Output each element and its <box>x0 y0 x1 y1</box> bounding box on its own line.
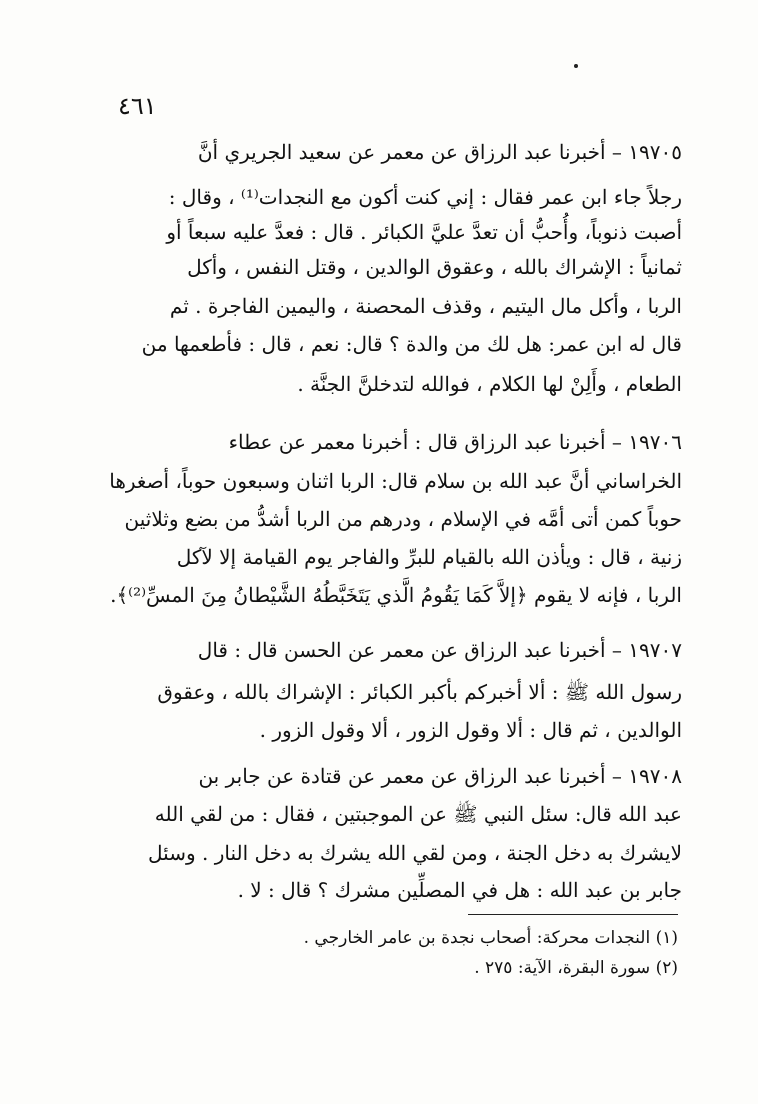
hadith-line: ١٩٧٠٧ – أخبرنا عبد الرزاق عن معمر عن الحسن قال : قال <box>197 638 682 662</box>
hadith-line: رسول الله ﷺ : ألا أخبركم بأكبر الكبائر : الإشراك بالله ، وعقوق <box>157 680 682 704</box>
footnote-separator <box>468 914 678 915</box>
hadith-line: ١٩٧٠٥ – أخبرنا عبد الرزاق عن معمر عن سعيد الجريري أنَّ <box>197 140 682 164</box>
page-number: ٤٦١ <box>118 92 157 120</box>
hadith-line: حوباً كمن أتى أمَّه في الإسلام ، ودرهم من الربا أشدُّ من بضع وثلاثين <box>124 507 682 531</box>
hadith-line: زنية ، قال : ويأذن الله بالقيام للبرِّ والفاجر يوم القيامة إلا لآكل <box>176 545 682 569</box>
hadith-line: لايشرك به دخل الجنة ، ومن لقي الله يشرك به دخل النار . وسئل <box>148 841 682 865</box>
hadith-line: ثمانياً : الإشراك بالله ، وعقوق الوالدين ، وقتل النفس ، وأكل <box>187 255 682 279</box>
hadith-line: الوالدين ، ثم قال : ألا وقول الزور ، ألا وقول الزور . <box>259 718 682 742</box>
hadith-line: الربا ، وأكل مال اليتيم ، وقذف المحصنة ، واليمين الفاجرة . ثم <box>169 294 682 318</box>
hadith-line: الطعام ، وأَلِنْ لها الكلام ، فوالله لتدخلنَّ الجنَّة . <box>297 372 682 396</box>
hadith-line: ١٩٧٠٦ – أخبرنا عبد الرزاق قال : أخبرنا معمر عن عطاء <box>228 430 682 454</box>
hadith-line: الربا ، فإنه لا يقوم ﴿إلاَّ كَمَا يَقُومُ الَّذي يَتَخَبَّطُهُ الشَّيْطانُ مِنَ المسِّ⁽²⁾﴾. <box>110 583 682 607</box>
footnote: (١) النجدات محركة: أصحاب نجدة بن عامر الخارجي . <box>303 928 678 948</box>
footnote: (٢) سورة البقرة، الآية: ٢٧٥ . <box>474 958 678 978</box>
hadith-line: ١٩٧٠٨ – أخبرنا عبد الرزاق عن معمر عن قتادة عن جابر بن <box>198 764 682 788</box>
hadith-line: الخراساني أنَّ عبد الله بن سلام قال: الربا اثنان وسبعون حوباً، أصغرها <box>109 469 682 493</box>
hadith-line: عبد الله قال: سئل النبي ﷺ عن الموجبتين ، فقال : من لقي الله <box>154 802 682 826</box>
hadith-line: جابر بن عبد الله : هل في المصلِّين مشرك ؟ قال : لا . <box>237 878 682 902</box>
hadith-line: قال له ابن عمر: هل لك من والدة ؟ قال: نعم ، قال : فأطعمها من <box>141 332 682 356</box>
hadith-line: أصبت ذنوباً، وأُحبُّ أن تعدَّ عليَّ الكبائر . قال : فعدَّ عليه سبعاً أو <box>166 220 682 244</box>
hadith-line: رجلاً جاء ابن عمر فقال : إني كنت أكون مع النجدات⁽¹⁾ ، وقال : <box>168 185 682 209</box>
page-mark <box>574 64 578 68</box>
